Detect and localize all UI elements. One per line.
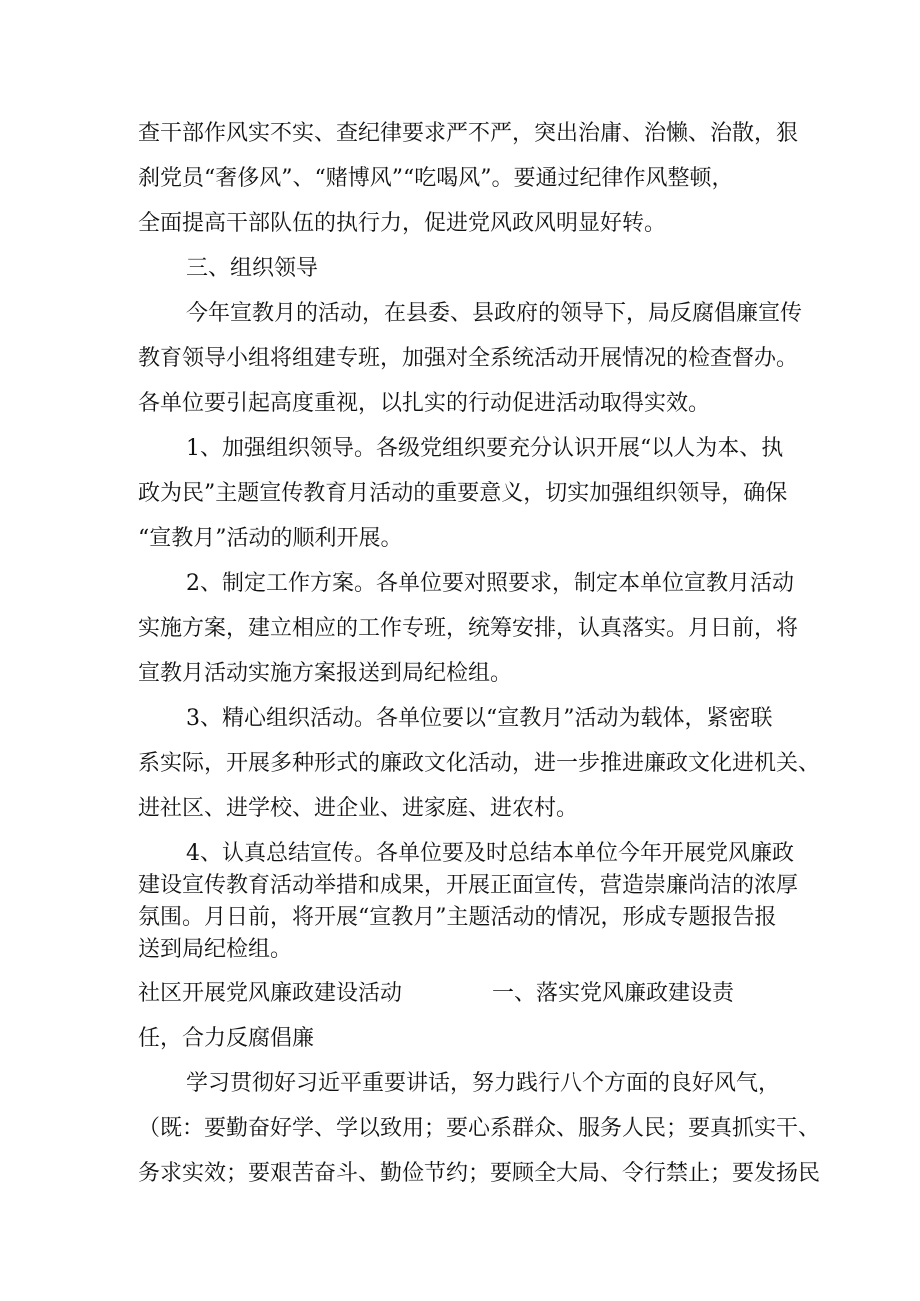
paragraph-line: 务求实效；要艰苦奋斗、勤俭节约；要顾全大局、令行禁止；要发扬民 xyxy=(138,1161,821,1186)
paragraph-line: 各单位要引起高度重视，以扎实的行动促进活动取得实效。 xyxy=(138,391,711,416)
paragraph-line: 宣教月活动实施方案报送到局纪检组。 xyxy=(138,661,513,686)
paragraph-line: 学习贯彻好习近平重要讲话，努力践行八个方面的良好风气， xyxy=(186,1071,781,1096)
paragraph-line: 氛围。月日前，将开展“宣教月”主题活动的情况，形成专题报告报 xyxy=(138,905,777,930)
paragraph-line: 2、制定工作方案。各单位要对照要求，制定本单位宣教月活动 xyxy=(186,571,794,596)
paragraph-line: 建设宣传教育活动举措和成果，开展正面宣传，营造崇廉尚洁的浓厚 xyxy=(138,873,799,898)
paragraph-line: 1、加强组织领导。各级党组织要充分认识开展“以人为本、执 xyxy=(186,436,784,461)
paragraph-line: （既：要勤奋好学、学以致用；要心系群众、服务人民；要真抓实干、 xyxy=(138,1116,821,1141)
paragraph-line: 教育领导小组将组建专班，加强对全系统活动开展情况的检查督办。 xyxy=(138,346,799,371)
paragraph-line: “宣教月”活动的顺利开展。 xyxy=(138,526,403,551)
article-title: 社区开展党风廉政建设活动 xyxy=(138,981,403,1006)
paragraph-line: 刹党员“奢侈风”、“赌博风”“吃喝风”。要通过纪律作风整顿， xyxy=(138,166,734,191)
paragraph-line: 任，合力反腐倡廉 xyxy=(138,1026,315,1051)
paragraph-line: 送到局纪检组。 xyxy=(138,937,293,962)
paragraph-line: 4、认真总结宣传。各单位要及时总结本单位今年开展党风廉政 xyxy=(186,841,794,866)
section-heading: 三、组织领导 xyxy=(186,256,319,281)
paragraph-line: 进社区、进学校、进企业、进家庭、进农村。 xyxy=(138,796,579,821)
section-heading: 一、落实党风廉政建设责 xyxy=(492,981,735,1006)
paragraph-line: 查干部作风实不实、查纪律要求严不严，突出治庸、治懒、治散，狠 xyxy=(138,121,799,146)
paragraph-line: 实施方案，建立相应的工作专班，统筹安排，认真落实。月日前，将 xyxy=(138,616,799,641)
paragraph-line: 政为民”主题宣传教育月活动的重要意义，切实加强组织领导，确保 xyxy=(138,481,788,506)
paragraph-line: 全面提高干部队伍的执行力，促进党风政风明显好转。 xyxy=(138,211,667,236)
paragraph-line: 今年宣教月的活动，在县委、县政府的领导下，局反腐倡廉宣传 xyxy=(186,301,803,326)
paragraph-line: 系实际，开展多种形式的廉政文化活动，进一步推进廉政文化进机关、 xyxy=(138,751,821,776)
paragraph-line: 3、精心组织活动。各单位要以“宣教月”活动为载体，紧密联 xyxy=(186,706,773,731)
